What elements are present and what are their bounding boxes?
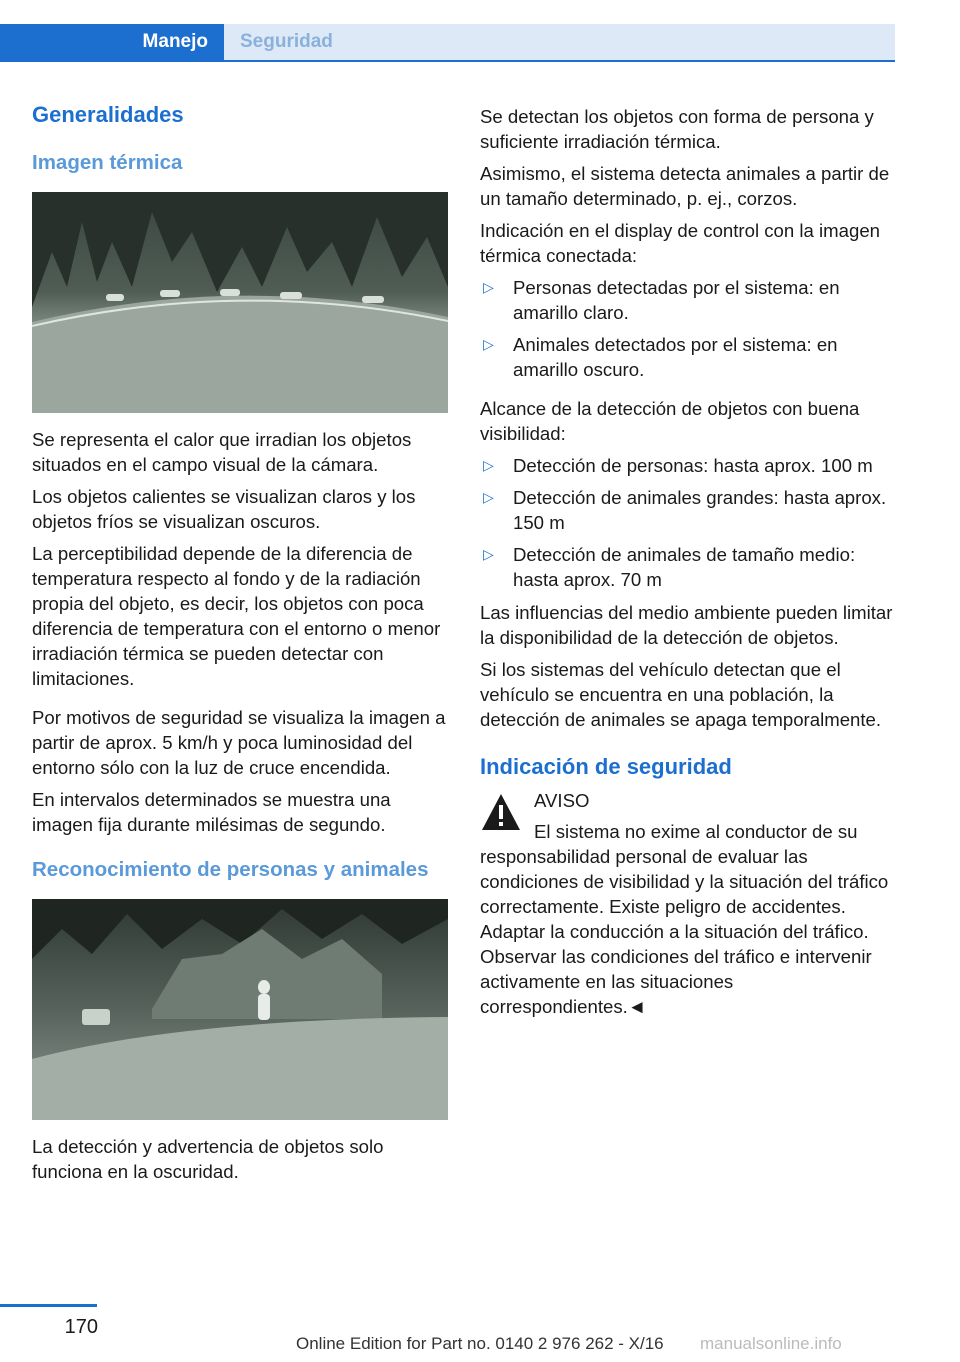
heading-indicacion-seguridad: Indicación de seguridad — [480, 754, 732, 779]
paragraph: Se detectan los objetos con forma de persona y suficiente irradiación térmica. — [480, 106, 874, 152]
paragraph: Asimismo, el sistema detecta animales a partir de un tamaño determinado, p. ej., corzos. — [480, 163, 890, 209]
list-item-text: Animales detectados por el sistema: en amarillo oscuro. — [513, 334, 838, 380]
list-item-text: Personas detectadas por el sistema: en amarillo claro. — [513, 277, 840, 323]
bullet-list — [480, 275, 896, 382]
list-item — [480, 275, 896, 325]
warning-title: AVISO — [534, 790, 590, 811]
triangle-bullet-icon: ▷ — [483, 336, 494, 352]
list-item — [480, 332, 896, 382]
triangle-bullet-icon: ▷ — [483, 457, 494, 473]
list-item-text: Detección de animales de tamaño medio: hasta aprox. 70 m — [513, 544, 856, 590]
subheading-reconocimiento: Reconocimiento de personas y animales — [32, 858, 429, 881]
paragraph: Si los sistemas del vehículo detectan que el vehículo se encuentra en una población, la detección de animales se apaga temporalmente. — [480, 659, 882, 730]
list-item-text: Detección de animales grandes: hasta aprox. 150 m — [513, 487, 887, 533]
paragraph: Alcance de la detección de objetos con buena visibilidad: — [480, 398, 860, 444]
list-item — [480, 485, 896, 535]
thermal-image-pedestrian — [32, 899, 448, 1120]
list-item — [480, 542, 896, 592]
right-column — [480, 104, 896, 1019]
edition-note: Online Edition for Part no. 0140 2 976 262 - X/16 — [296, 1334, 664, 1353]
paragraph: La perceptibilidad depende de la diferencia de temperatura respecto al fondo y de la radiación propia del objeto, es decir, los objetos con poca diferencia de temperatura con el entorno o menor irradiación térmica se pueden detectar con limitaciones. — [32, 543, 441, 689]
footer-rule — [0, 1304, 97, 1307]
tab-manejo[interactable]: Manejo — [0, 24, 224, 60]
paragraph: En intervalos determinados se muestra una imagen fija durante milésimas de segundo. — [32, 789, 391, 835]
page-number: 170 — [64, 1316, 98, 1338]
triangle-bullet-icon: ▷ — [483, 279, 494, 295]
list-item — [480, 453, 896, 478]
paragraph: Por motivos de seguridad se visualiza la imagen a partir de aprox. 5 km/h y poca luminosidad del entorno sólo con la luz de cruce encendida. — [32, 707, 446, 778]
warning-triangle-icon — [480, 792, 522, 832]
paragraph: Los objetos calientes se visualizan claros y los objetos fríos se visualizan oscuros. — [32, 486, 416, 532]
left-column — [32, 100, 448, 1191]
tab-underline — [0, 60, 895, 62]
list-item-text: Detección de personas: hasta aprox. 100 m — [513, 455, 873, 476]
paragraph: Se representa el calor que irradian los objetos situados en el campo visual de la cámara. — [32, 429, 412, 475]
triangle-bullet-icon: ▷ — [483, 489, 494, 505]
tab-seguridad[interactable]: Seguridad — [224, 24, 895, 60]
thermal-image-animals — [32, 192, 448, 413]
bullet-list — [480, 453, 896, 592]
subheading-imagen-termica: Imagen térmica — [32, 151, 183, 174]
paragraph: Las influencias del medio ambiente pueden limitar la disponibilidad de la detección de objetos. — [480, 602, 893, 648]
paragraph: Indicación en el display de control con la imagen térmica conectada: — [480, 220, 881, 266]
section-tabs — [0, 24, 895, 62]
warning-block — [480, 788, 896, 1019]
warning-text: El sistema no exime al conductor de su responsabilidad personal de evaluar las condiciones de visibilidad y la situación del tráfico correctamente. Existe peligro de accidentes. Adaptar la conducción a la situación del tráfico. Observar las condiciones del tráfico e intervenir activamente en las situaciones correspondientes.◄ — [480, 821, 889, 1017]
triangle-bullet-icon: ▷ — [483, 546, 494, 562]
paragraph: La detección y advertencia de objetos solo funciona en la oscuridad. — [32, 1136, 384, 1182]
heading-generalidades: Generalidades — [32, 102, 184, 127]
watermark: manualsonline.info — [700, 1334, 842, 1353]
